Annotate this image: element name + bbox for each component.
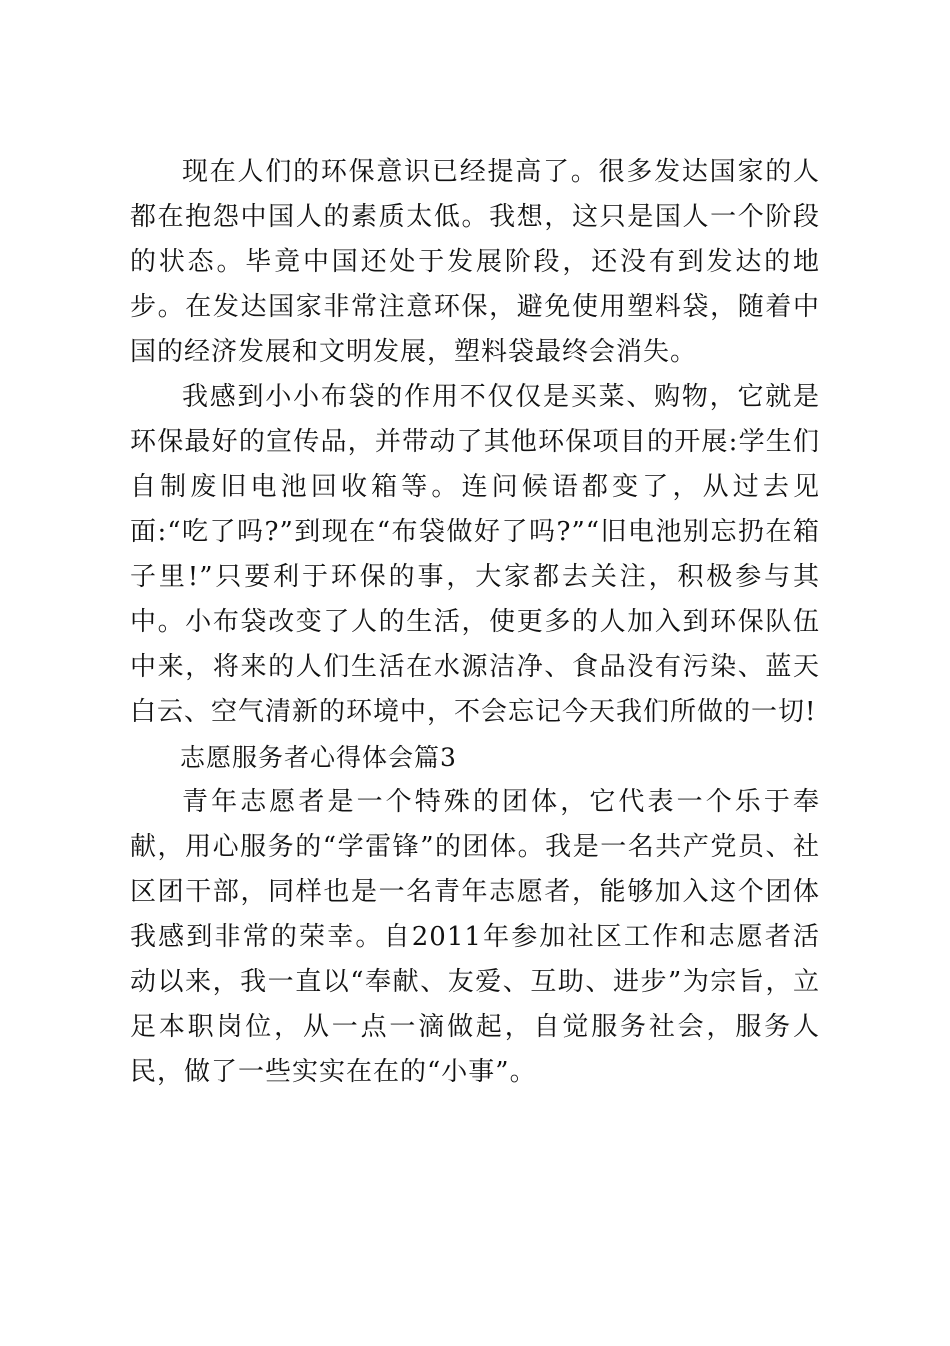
section-title: 志愿服务者心得体会篇3 <box>180 743 457 772</box>
paragraph-youth-volunteer: 青年志愿者是一个特殊的团体，它代表一个乐于奉献，用心服务的“学雷锋”的团体。我是一名共产党员、社区团干部，同样也是一名青年志愿者，能够加入这个团体我感到非常的荣幸。自2011年参加社区工作和志愿者活动以来，我一直以“奉献、友爱、互助、进步”为宗旨，立足本职岗位，从一点一滴做起，自觉服务社会，服务人民，做了一些实实在在的“小事”。 <box>130 787 820 1087</box>
paragraph-environmental-awareness: 现在人们的环保意识已经提高了。很多发达国家的人都在抱怨中国人的素质太低。我想，这只是国人一个阶段的状态。毕竟中国还处于发展阶段，还没有到发达的地步。在发达国家非常注意环保，避免使用塑料袋，随着中国的经济发展和文明发展，塑料袋最终会消失。 <box>130 157 820 367</box>
paragraph-cloth-bag: 我感到小小布袋的作用不仅仅是买菜、购物，它就是环保最好的宣传品，并带动了其他环保项目的开展:学生们自制废旧电池回收箱等。连问候语都变了，从过去见面:“吃了吗?”到现在“布袋做好了吗?”“旧电池别忘扔在箱子里!”只要利于环保的事，大家都去关注，积极参与其中。小布袋改变了人的生活，使更多的人加入到环保队伍中来，将来的人们生活在水源洁净、食品没有污染、蓝天白云、空气清新的环境中，不会忘记今天我们所做的一切! <box>130 382 820 727</box>
document-body <box>130 150 820 1095</box>
